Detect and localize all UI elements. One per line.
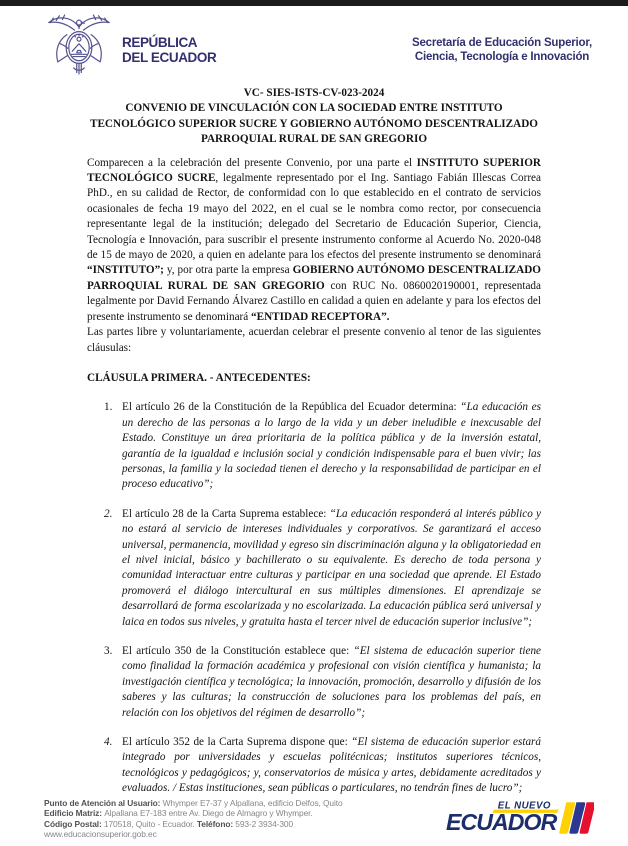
republic-brand [38,12,216,80]
agreement-paragraph: Las partes libre y voluntariamente, acuerdan celebrar el presente convenio al tenor de las siguientes cláusulas: [87,326,541,354]
item-number: 2. [104,507,113,520]
antecedente-item [87,735,541,797]
secretary-title [412,36,592,64]
logo-ecuador-text: ECUADOR [446,809,557,836]
document-body [0,80,628,797]
clause-heading: CLÁUSULA PRIMERA. - ANTECEDENTES: [87,371,311,384]
republic-label [122,36,216,65]
ecuador-coat-of-arms-icon [38,12,120,80]
document-title: CONVENIO DE VINCULACIÓN CON LA SOCIEDAD ENTRE INSTITUTO TECNOLÓGICO SUPERIOR SUCRE Y GOBIERNO AUTÓNOMO DESCENTRALIZADO PARROQUIAL RURAL DE SAN GREGORIO [90,102,538,146]
item-number: 4. [104,736,113,749]
republic-label-line1: REPÚBLICA [122,35,198,50]
republic-label-line2: DEL ECUADOR [122,49,217,65]
footer-line: Código Postal: 170518, Quito - Ecuador. Teléfono: 593-2 3934-300 [44,818,294,829]
item-number: 3. [104,645,113,657]
item-text: El artículo 352 de la Carta Suprema dispone que: “El sistema de educación superior estará integrado por universidades y escuelas politécnicas; institutos superiores técnicos, tecnológicos y pedagógicos; y, conservatorios de música y artes, debidamente acreditados y evaluados. / Estas instituciones, sean públicas o particulares, no tendrán fines de lucro”; [122,736,541,795]
item-text: El artículo 28 de la Carta Suprema establece: “La educación responderá al interés público y no estará al servicio de intereses individuales y corporativos. Se garantizará el acceso universal, permanencia, movilidad y egreso sin discriminación alguna y la obligatoriedad en el nivel inicial, básico y bachillerato o su equivalente. Es derecho de toda persona y comunidad interactuar entre culturas y participar en una sociedad que aprende. El Estado promoverá el diálogo intercultural en sus múltiples dimensiones. El aprendizaje se desarrollará de forma escolarizada y no escolarizada. La educación pública será universal y laica en todos sus niveles, y gratuita hasta el tercer nivel de educación superior inclusive”; [122,507,541,628]
footer-line: Edificio Matriz: Alpallana E7-183 entre Av. Diego de Almagro y Whymper. [44,808,313,819]
antecedente-item [87,507,541,630]
footer-line: www.educacionsuperior.gob.ec [44,829,157,840]
item-text: El artículo 26 de la Constitución de la República del Ecuador determina: “La educación es un derecho de las personas a lo largo de la vida y un deber ineludible e inexcusable del Estado. Constituye un área prioritaria de la política pública y de la inversión estatal, garantía de la igualdad e inclusión social y condición indispensable para el buen vivir; las personas, la familia y la sociedad tienen el derecho y la responsabilidad de participar en el proceso educativo”; [122,401,541,491]
antecedentes-list [87,400,541,796]
logo-el-nuevo-text: EL NUEVO [497,800,551,812]
el-nuevo-ecuador-logo [446,796,594,840]
intro-paragraph: Comparecen a la celebración del presente Convenio, por una parte el INSTITUTO SUPERIOR TECNOLÓGICO SUCRE, legalmente representado por el Ing. Santiago Fabián Illescas Correa PhD., en su calidad de Rector, de conformidad con lo que establecido en el contrato de servicios ocasionales de fecha 19 mayo del 2022, en el cual se le nombra como rector, por consecuencia representante legal de la institución; delegado del Secretario de Educación Superior, Ciencia, Tecnología e Innovación, para suscribir el presente instrumento conforme al Acuerdo No. 2020-048 de 15 de mayo de 2020, a quien en adelante para los efectos del presente instrumento se denominará “INSTITUTO”; y, por otra parte la empresa GOBIERNO AUTÓNOMO DESCENTRALIZADO PARROQUIAL RURAL DE SAN GREGORIO con RUC No. 0860020190001, representada legalmente por David Fernando Álvarez Castillo en calidad a quien en adelante y para los efectos del presente instrumento se denominará “ENTIDAD RECEPTORA”. [87,156,541,323]
antecedente-item [87,400,541,492]
secretary-line1: Secretaría de Educación Superior, [411,37,592,49]
item-number: 1. [104,401,113,414]
document-code: VC- SIES-ISTS-CV-023-2024 [243,87,385,99]
footer-line: Punto de Atención al Usuario: Whymper E7-37 y Alpallana, edificio Delfos, Quito [44,797,343,808]
secretary-line2: Ciencia, Tecnología e Innovación [414,51,590,63]
item-text: El artículo 350 de la Constitución establece que: “El sistema de educación superior tiene como finalidad la formación académica y profesional con visión científica y humanista; la investigación científica y tecnológica; la innovación, promoción, desarrollo y difusión de los saberes y las culturas; la construcción de soluciones para los problemas del país, en relación con los objetivos del régimen de desarrollo”; [122,645,541,719]
footer-contact [44,798,343,840]
page-footer [0,796,628,840]
antecedente-item [87,644,541,721]
page-header [0,6,628,80]
